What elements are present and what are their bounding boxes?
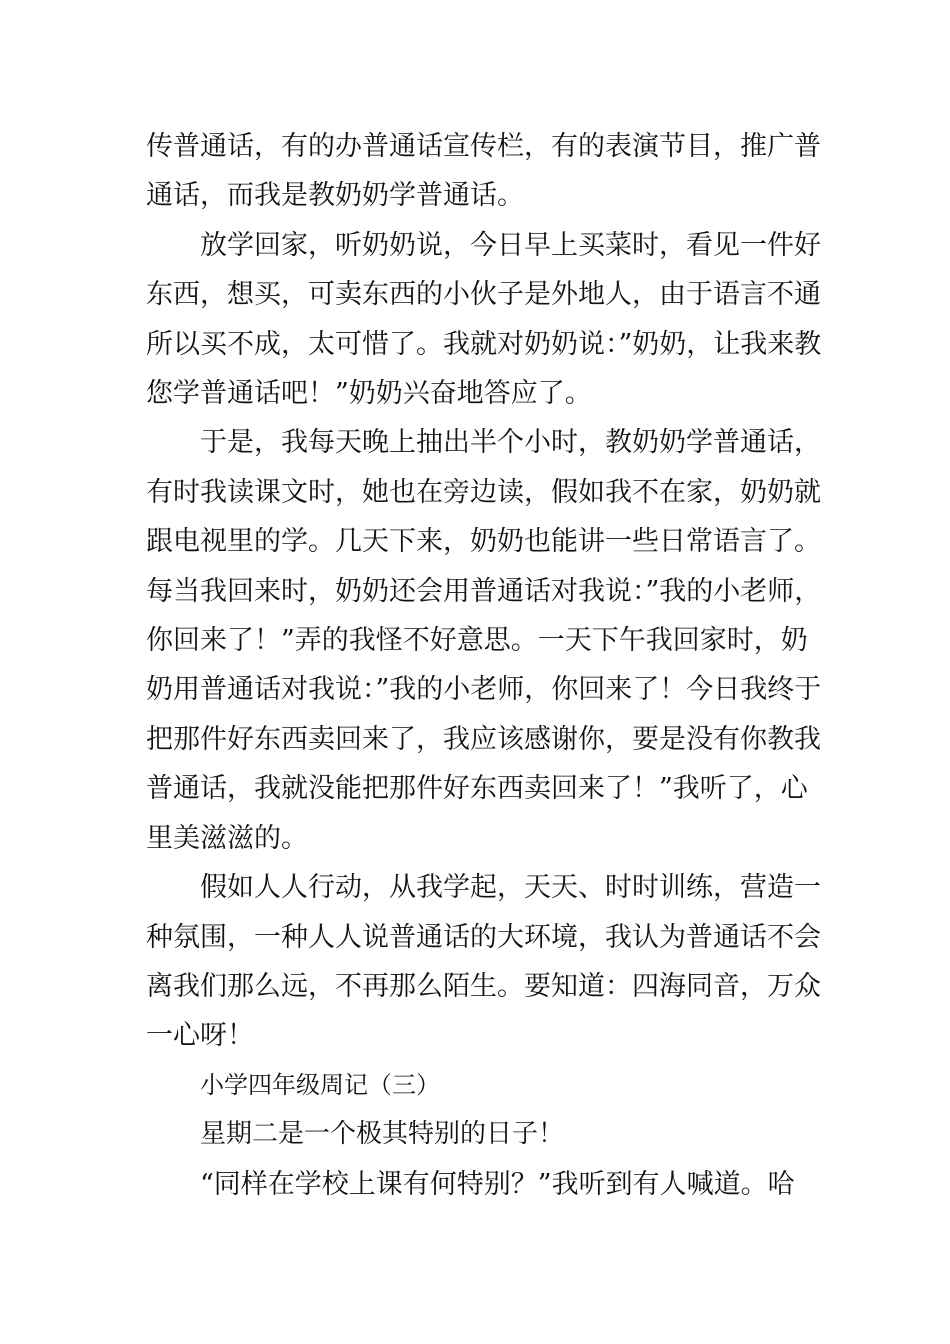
body-text (146, 122, 826, 1209)
section-title: 小学四年级周记（三） (200, 1070, 440, 1099)
paragraph-conclusion: 假如人人行动，从我学起，天天、时时训练，营造一种氛围，一种人人说普通话的大环境，我认为普通话不会离我们那么远，不再那么陌生。要知道：四海同音，万众一心呀！ (146, 872, 821, 1052)
paragraph-continued: 传普通话，有的办普通话宣传栏，有的表演节目，推广普通话，而我是教奶奶学普通话。 (146, 131, 821, 212)
paragraph-tuesday: 星期二是一个极其特别的日子！ (200, 1119, 565, 1150)
paragraph-grandma-shopping: 放学回家，听奶奶说，今日早上买菜时，看见一件好东西，想买，可卖东西的小伙子是外地人，由于语言不通所以买不成，太可惜了。我就对奶奶说：”奶奶，让我来教您学普通话吧！”奶奶兴奋地答应了。 (146, 229, 822, 410)
paragraph-teaching-grandma: 于是，我每天晚上抽出半个小时，教奶奶学普通话，有时我读课文时，她也在旁边读，假如我不在家，奶奶就跟电视里的学。几天下来，奶奶也能讲一些日常语言了。每当我回来时，奶奶还会用普通话对我说：”我的小老师，你回来了！”弄的我怪不好意思。一天下午我回家时，奶奶用普通话对我说：”我的小老师，你回来了！今日我终于把那件好东西卖回来了，我应该感谢你，要是没有你教我普通话，我就没能把那件好东西卖回来了！”我听了，心里美滋滋的。 (146, 427, 822, 854)
paragraph-question: “同样在学校上课有何特别？”我听到有人喊道。哈 (200, 1168, 795, 1200)
